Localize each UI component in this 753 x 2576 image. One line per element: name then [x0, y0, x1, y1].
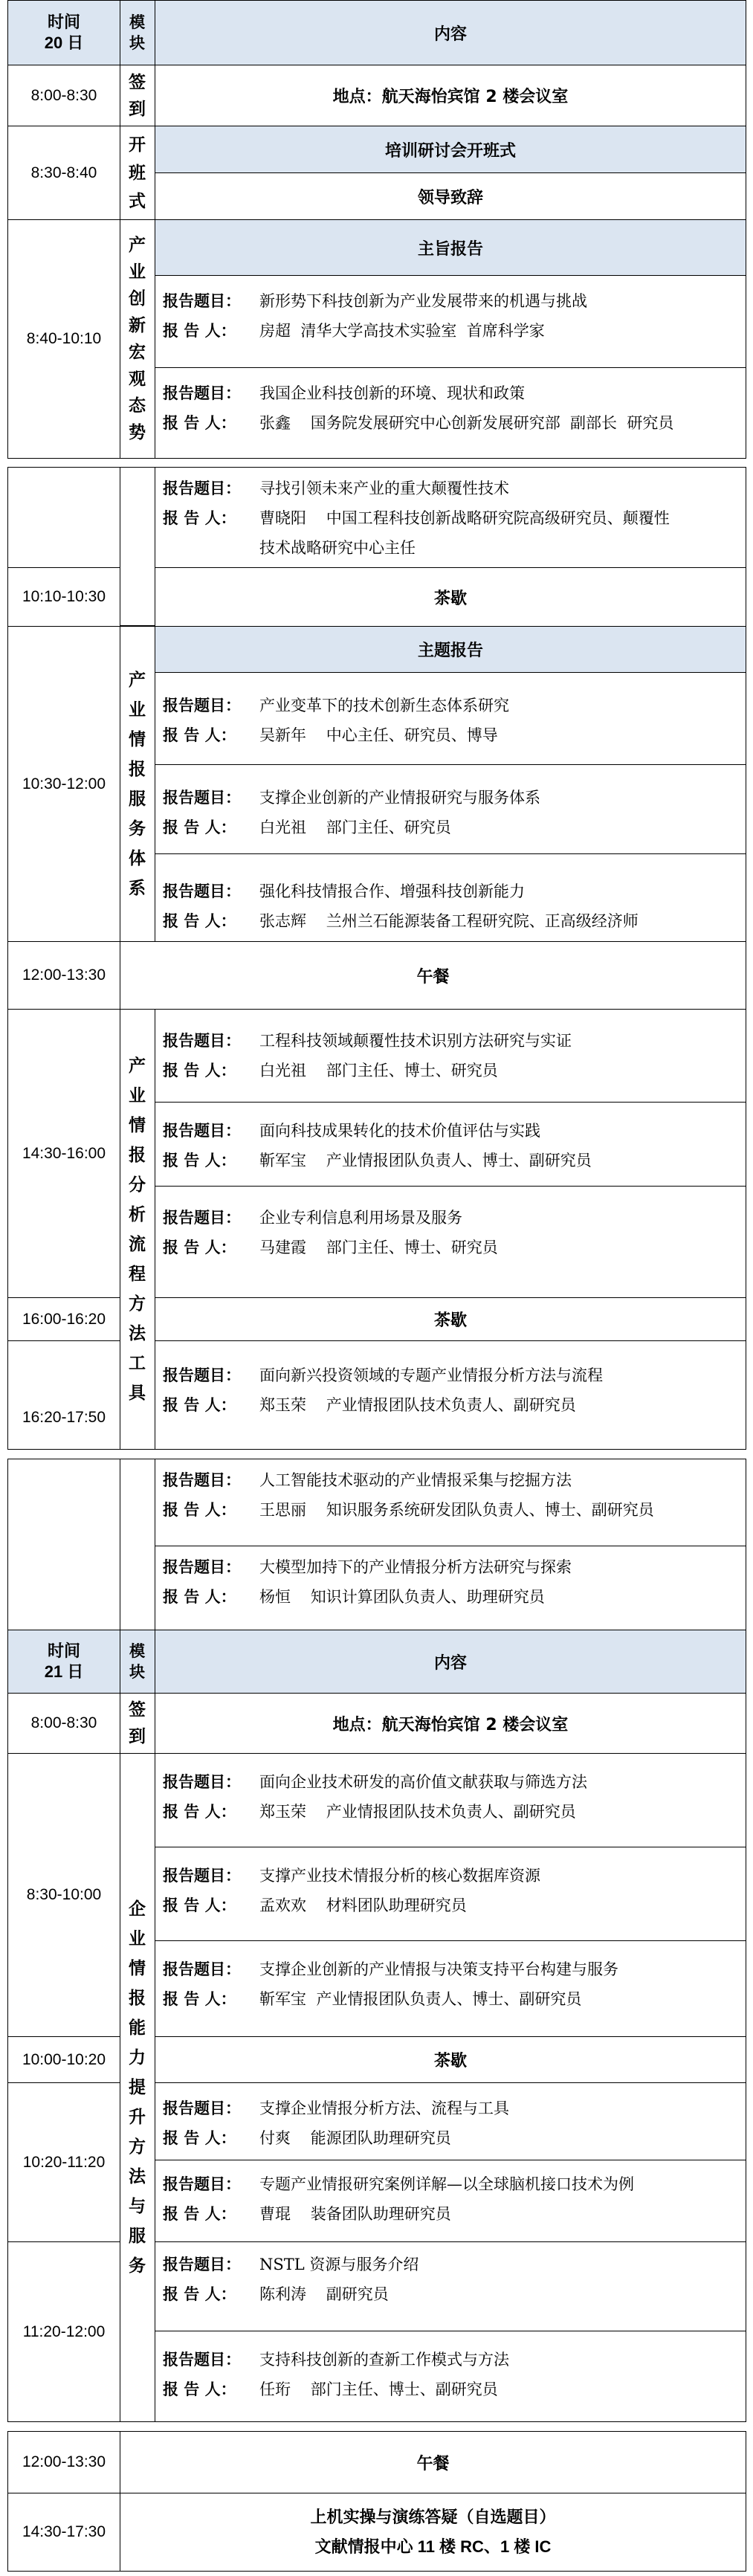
- module-cell: [120, 626, 155, 942]
- heading-text: 主题报告: [417, 642, 483, 660]
- talk-title: 寻找引领未来产业的重大颠覆性技术: [259, 480, 509, 497]
- talk-title-label: 报告题目：: [163, 480, 241, 497]
- speaker: 曹琨 装备团队助理研究员: [259, 2205, 451, 2223]
- talk-block: [155, 1940, 746, 2037]
- talk-block: [155, 467, 746, 568]
- talk-title: 支撑产业技术情报分析的核心数据库资源: [259, 1867, 540, 1885]
- speaker-label: 报 告 人：: [163, 912, 236, 930]
- speaker-label: 报 告 人：: [163, 2129, 236, 2147]
- time-cell: [7, 1009, 120, 1298]
- speaker-label: 报 告 人：: [163, 819, 236, 836]
- speaker: 吴新年 中心主任、研究员、博导: [259, 726, 498, 744]
- speaker: 马建霞 部门主任、博士、研究员: [259, 1239, 498, 1256]
- speaker-label: 报 告 人：: [163, 2380, 236, 2398]
- talk-title: 人工智能技术驱动的产业情报采集与挖掘方法: [259, 1471, 572, 1489]
- module-text: 企业情报能力提升方法与服务: [129, 1899, 146, 2276]
- talk-block: [155, 1009, 746, 1103]
- speech-text: 领导致辞: [417, 188, 483, 207]
- module-cell: [120, 126, 155, 220]
- header-content-label: 内容: [433, 1653, 467, 1673]
- practice-location: 文献情报中心 11 楼 RC、1 楼 IC: [314, 2537, 552, 2556]
- tea-break: [155, 2036, 746, 2083]
- time-text: 8:40-10:10: [26, 330, 102, 347]
- header-module: [120, 1630, 155, 1694]
- location-text: 地点：航天海怡宾馆 2 楼会议室: [332, 88, 569, 106]
- speaker-label: 报 告 人：: [163, 322, 236, 340]
- talk-block: [155, 853, 746, 942]
- module-cell: [120, 1009, 155, 1450]
- talk-title-label: 报告题目：: [163, 697, 241, 714]
- speaker: 郑玉荣 产业情报团队技术负责人、副研究员: [259, 1803, 576, 1821]
- time-cell: [7, 1340, 120, 1450]
- module-cell: [120, 65, 155, 126]
- practice-title: 上机实操与演练答疑（自选题目）: [310, 2508, 556, 2526]
- speaker-label: 报 告 人：: [163, 1897, 236, 1914]
- time-text: 8:30-10:00: [26, 1886, 102, 1903]
- time-cell: [7, 1753, 120, 2037]
- lunch: [120, 941, 746, 1010]
- talk-title-label: 报告题目：: [163, 2175, 241, 2193]
- speaker-label: 报 告 人：: [163, 1152, 236, 1169]
- speaker-label: 报 告 人：: [163, 509, 236, 527]
- time-text: 16:00-16:20: [22, 1310, 106, 1328]
- talk-title: 支撑企业创新的产业情报研究与服务体系: [259, 789, 540, 807]
- opening-ceremony: [155, 126, 746, 173]
- talk-block: [155, 1546, 746, 1630]
- module-text: 签到: [129, 72, 146, 119]
- time-cell: [7, 219, 120, 459]
- talk-block: [155, 1847, 746, 1941]
- talk-title-label: 报告题目：: [163, 2099, 241, 2117]
- time-text: 8:00-8:30: [30, 86, 97, 104]
- practice-session: [120, 2493, 746, 2572]
- time-text: 8:00-8:30: [30, 1714, 97, 1731]
- speaker: 曹晓阳 中国工程科技创新战略研究院高级研究员、颠覆性: [259, 509, 670, 527]
- module-text: 产业创新宏观态势: [129, 236, 146, 442]
- header-module-label: 模块: [129, 1642, 145, 1681]
- time-text: 14:30-16:00: [22, 1144, 106, 1162]
- talk-title: 产业变革下的技术创新生态体系研究: [259, 697, 509, 714]
- time-cell: [7, 1693, 120, 1754]
- checkin-location: [155, 1693, 746, 1754]
- talk-title-label: 报告题目：: [163, 882, 241, 900]
- time-cell: [7, 126, 120, 220]
- module-text: 产业情报服务体系: [129, 670, 146, 898]
- speaker: 陈利涛 副研究员: [259, 2285, 389, 2303]
- time-cell: [7, 2082, 120, 2242]
- time-cell: [7, 2036, 120, 2083]
- topic-heading: [155, 626, 746, 673]
- module-cell: [120, 219, 155, 459]
- header-module-label: 模块: [129, 13, 145, 52]
- lunch-text: 午餐: [416, 967, 450, 987]
- time-cell: [7, 2493, 120, 2572]
- talk-title: 支撑企业创新的产业情报与决策支持平台构建与服务: [259, 1960, 618, 1978]
- talk-block: [155, 2241, 746, 2331]
- speaker-label: 报 告 人：: [163, 1396, 236, 1414]
- speaker: 付爽 能源团队助理研究员: [259, 2129, 451, 2147]
- time-cell-empty: [7, 467, 120, 568]
- tea-break-text: 茶歇: [433, 589, 467, 608]
- header-day-label: 20 日: [44, 33, 84, 52]
- keynote-heading: [155, 219, 746, 276]
- talk-title-label: 报告题目：: [163, 1032, 241, 1050]
- lunch: [120, 2431, 746, 2493]
- module-cell: [120, 1753, 155, 2422]
- talk-block: [155, 2082, 746, 2160]
- time-cell-empty: [7, 1459, 120, 1630]
- talk-title: 工程科技领域颠覆性技术识别方法研究与实证: [259, 1032, 572, 1050]
- header-time-label: 时间: [47, 13, 80, 31]
- module-cell-empty: [120, 467, 155, 626]
- speaker: 靳军宝 产业情报团队负责人、博士、副研究员: [259, 1990, 582, 2008]
- time-cell: [7, 2241, 120, 2422]
- talk-block: [155, 2331, 746, 2422]
- talk-title: NSTL 资源与服务介绍: [259, 2256, 419, 2273]
- tea-break: [155, 567, 746, 627]
- leader-speech: [155, 172, 746, 220]
- speaker: 任珩 部门主任、博士、副研究员: [259, 2380, 498, 2398]
- talk-title-label: 报告题目：: [163, 1558, 241, 1576]
- speaker: 房超 清华大学高技术实验室 首席科学家: [259, 322, 545, 340]
- speaker: 张鑫 国务院发展研究中心创新发展研究部 副部长 研究员: [259, 414, 674, 432]
- time-cell: [7, 941, 120, 1010]
- speaker-label: 报 告 人：: [163, 2285, 236, 2303]
- speaker: 杨恒 知识计算团队负责人、助理研究员: [259, 1588, 545, 1606]
- tea-break-text: 茶歇: [433, 2052, 467, 2070]
- talk-title-label: 报告题目：: [163, 1209, 241, 1227]
- time-cell: [7, 626, 120, 942]
- talk-title: 面向科技成果转化的技术价值评估与实践: [259, 1122, 540, 1140]
- talk-title: 我国企业科技创新的环境、现状和政策: [259, 384, 525, 402]
- talk-title: 支持科技创新的查新工作模式与方法: [259, 2351, 509, 2369]
- talk-title-label: 报告题目：: [163, 292, 241, 310]
- talk-title-label: 报告题目：: [163, 2351, 241, 2369]
- header-day-label: 21 日: [44, 1662, 84, 1681]
- tea-break: [155, 1297, 746, 1341]
- header-time-label: 时间: [47, 1642, 80, 1660]
- time-text: 10:10-10:30: [22, 588, 106, 605]
- speaker-label: 报 告 人：: [163, 1803, 236, 1821]
- talk-block: [155, 275, 746, 368]
- talk-title-label: 报告题目：: [163, 1471, 241, 1489]
- speaker-label: 报 告 人：: [163, 1588, 236, 1606]
- module-text: 签到: [129, 1700, 146, 1746]
- talk-block: [155, 672, 746, 765]
- talk-title-label: 报告题目：: [163, 1867, 241, 1885]
- speaker-label: 报 告 人：: [163, 2205, 236, 2223]
- speaker: 张志辉 兰州兰石能源装备工程研究院、正高级经济师: [259, 912, 639, 930]
- talk-title: 专题产业情报研究案例详解—以全球脑机接口技术为例: [259, 2175, 634, 2193]
- lunch-text: 午餐: [416, 2454, 450, 2473]
- talk-block: [155, 1340, 746, 1450]
- time-cell: [7, 1297, 120, 1341]
- talk-title: 强化科技情报合作、增强科技创新能力: [259, 882, 525, 900]
- header-module: [120, 0, 155, 65]
- speaker-continued: 技术战略研究中心主任: [259, 539, 416, 557]
- speaker: 白光祖 部门主任、博士、研究员: [259, 1062, 498, 1079]
- speaker: 孟欢欢 材料团队助理研究员: [259, 1897, 467, 1914]
- talk-title-label: 报告题目：: [163, 1366, 241, 1384]
- time-text: 12:00-13:30: [22, 2453, 106, 2470]
- time-text: 11:20-12:00: [22, 2322, 106, 2340]
- talk-title: 新形势下科技创新为产业发展带来的机遇与挑战: [259, 292, 587, 310]
- speaker: 王思丽 知识服务系统研发团队负责人、博士、副研究员: [259, 1501, 654, 1519]
- time-cell: [7, 65, 120, 126]
- talk-title-label: 报告题目：: [163, 1122, 241, 1140]
- location-text: 地点：航天海怡宾馆 2 楼会议室: [332, 1715, 569, 1734]
- talk-title: 大模型加持下的产业情报分析方法研究与探索: [259, 1558, 572, 1576]
- opening-text: 培训研讨会开班式: [384, 141, 516, 161]
- talk-title: 企业专利信息利用场景及服务: [259, 1209, 462, 1227]
- time-text: 16:20-17:50: [22, 1408, 106, 1426]
- talk-title-label: 报告题目：: [163, 1960, 241, 1978]
- speaker: 白光祖 部门主任、研究员: [259, 819, 451, 836]
- speaker-label: 报 告 人：: [163, 1990, 236, 2008]
- heading-text: 主旨报告: [417, 239, 483, 259]
- header-content: [155, 0, 746, 65]
- tea-break-text: 茶歇: [433, 1311, 467, 1330]
- speaker: 郑玉荣 产业情报团队技术负责人、副研究员: [259, 1396, 576, 1414]
- talk-title: 支撑企业情报分析方法、流程与工具: [259, 2099, 509, 2117]
- talk-block: [155, 2160, 746, 2242]
- time-text: 10:30-12:00: [22, 775, 106, 793]
- checkin-location: [155, 65, 746, 126]
- module-cell: [120, 1693, 155, 1754]
- talk-title-label: 报告题目：: [163, 384, 241, 402]
- module-text: 开班式: [129, 135, 146, 211]
- time-cell: [7, 2431, 120, 2493]
- talk-title: 面向新兴投资领域的专题产业情报分析方法与流程: [259, 1366, 603, 1384]
- talk-block: [155, 1102, 746, 1187]
- header-content-label: 内容: [433, 25, 467, 44]
- time-text: 10:00-10:20: [22, 2050, 106, 2068]
- time-text: 12:00-13:30: [22, 966, 106, 984]
- speaker-label: 报 告 人：: [163, 414, 236, 432]
- time-text: 10:20-11:20: [22, 2153, 106, 2171]
- talk-block: [155, 1186, 746, 1298]
- speaker-label: 报 告 人：: [163, 726, 236, 744]
- talk-block: [155, 367, 746, 459]
- header-time: [7, 1630, 120, 1694]
- header-content: [155, 1630, 746, 1694]
- talk-title-label: 报告题目：: [163, 1773, 241, 1791]
- talk-block: [155, 1459, 746, 1546]
- time-text: 8:30-8:40: [30, 164, 97, 181]
- module-cell-empty: [120, 1459, 155, 1630]
- talk-title-label: 报告题目：: [163, 2256, 241, 2273]
- talk-title: 面向企业技术研发的高价值文献获取与筛选方法: [259, 1773, 587, 1791]
- speaker: 靳军宝 产业情报团队负责人、博士、副研究员: [259, 1152, 592, 1169]
- talk-title-label: 报告题目：: [163, 789, 241, 807]
- header-time: [7, 0, 120, 65]
- time-cell: [7, 567, 120, 627]
- time-text: 14:30-17:30: [22, 2523, 106, 2540]
- module-text: 产业情报分析流程方法工具: [129, 1056, 146, 1403]
- talk-block: [155, 764, 746, 854]
- speaker-label: 报 告 人：: [163, 1062, 236, 1079]
- talk-block: [155, 1753, 746, 1847]
- speaker-label: 报 告 人：: [163, 1239, 236, 1256]
- speaker-label: 报 告 人：: [163, 1501, 236, 1519]
